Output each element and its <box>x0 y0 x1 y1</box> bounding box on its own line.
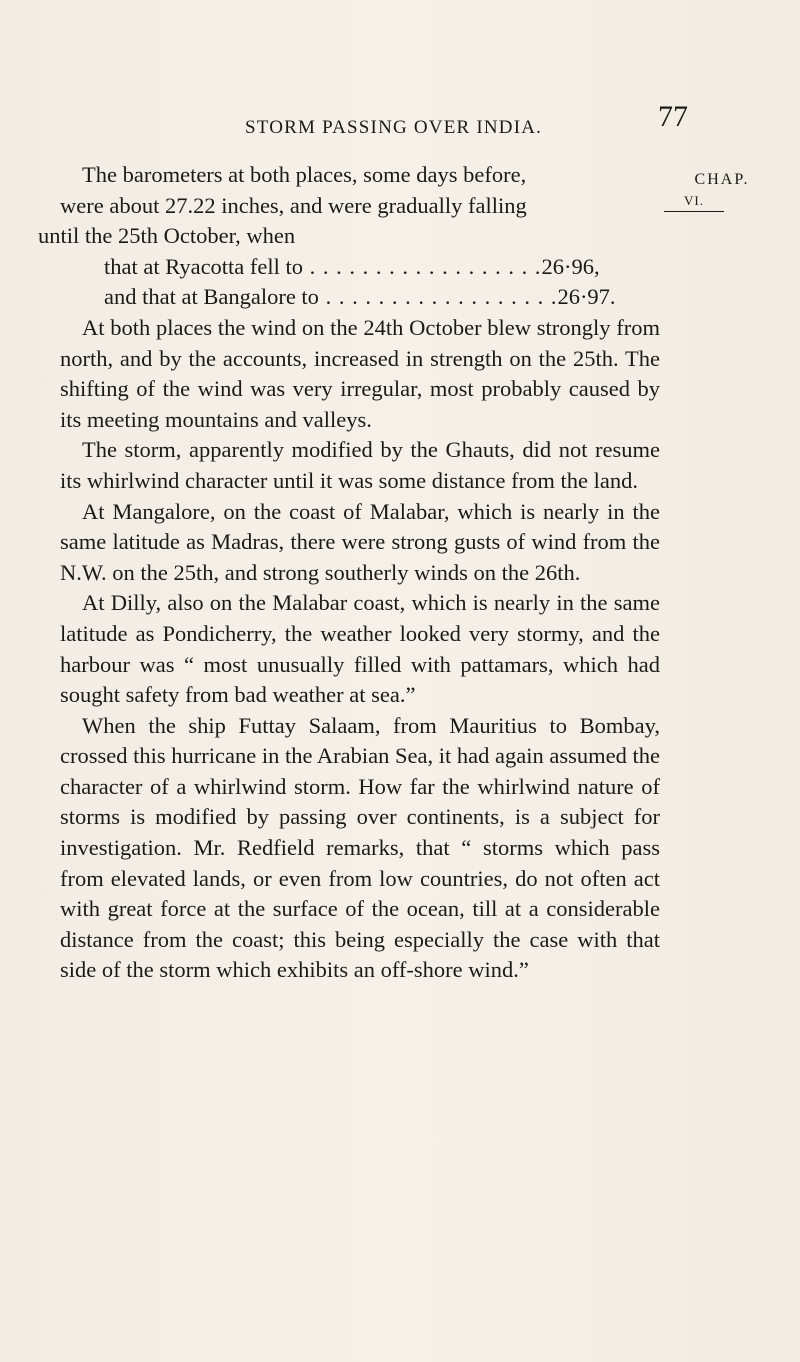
p1-line-2: were about 27.22 inches, and were gradually falling <box>60 192 527 218</box>
leader-dots: . . . . . . . . . . . . . . . . . . <box>303 253 542 279</box>
reading-bangalore-value: 26·97. <box>557 284 616 310</box>
paragraph-1 <box>38 160 660 252</box>
chapter-label: CHAP. <box>694 171 750 188</box>
paragraph-3: The storm, apparently modified by the Ghauts, did not resume its whirlwind character until it was some distance from the land. <box>60 437 660 493</box>
page-number: 77 <box>658 100 688 133</box>
chapter-number: VI. <box>664 191 724 212</box>
paragraph-6: When the ship Futtay Salaam, from Mauritius to Bombay, crossed this hurricane in the Arabian Sea, it had again assumed the character of a whirlwind storm. How far the whirlwind nature of storms is modified by passing over continents, is a subject for investigation. Mr. Redfield remarks, that “ storms which pass from elevated lands, or even from low countries, do not often act with great force at the surface of the ocean, till at a considerable distance from the coast; this being especially the case with that side of the storm which exhibits an off-shore wind.” <box>60 712 660 983</box>
reading-bangalore-label: and that at Bangalore to <box>104 284 319 310</box>
body-text <box>38 160 660 986</box>
p1-line-1: The barometers at both places, some days before, <box>82 162 527 187</box>
reading-bangalore <box>60 282 660 313</box>
running-head: STORM PASSING OVER INDIA. <box>245 117 543 138</box>
paragraph-5: At Dilly, also on the Malabar coast, which is nearly in the same latitude as Pondicherry, the weather looked very stormy, and the harbour was “ most unusually filled with pattamars, which had sought safety from bad weather at sea.” <box>60 590 660 708</box>
reading-ryacotta-label: that at Ryacotta fell to <box>104 253 304 279</box>
leader-dots: . . . . . . . . . . . . . . . . . . <box>318 284 558 310</box>
paragraph-2: At both places the wind on the 24th October blew strongly from north, and by the accounts, increased in strength on the 25th. The shifting of the wind was very irregular, most probably caused by its meeting mountains and valleys. <box>60 314 660 432</box>
reading-ryacotta <box>60 252 660 283</box>
paragraph-4: At Mangalore, on the coast of Malabar, which is nearly in the same latitude as Madras, there were strong gusts of wind from the N.W. on the 25th, and strong southerly winds on the 26th. <box>60 498 660 585</box>
chapter-margin-note <box>664 169 764 212</box>
reading-ryacotta-value: 26·96, <box>541 253 600 279</box>
p1-line-3: until the 25th October, when <box>38 223 296 249</box>
